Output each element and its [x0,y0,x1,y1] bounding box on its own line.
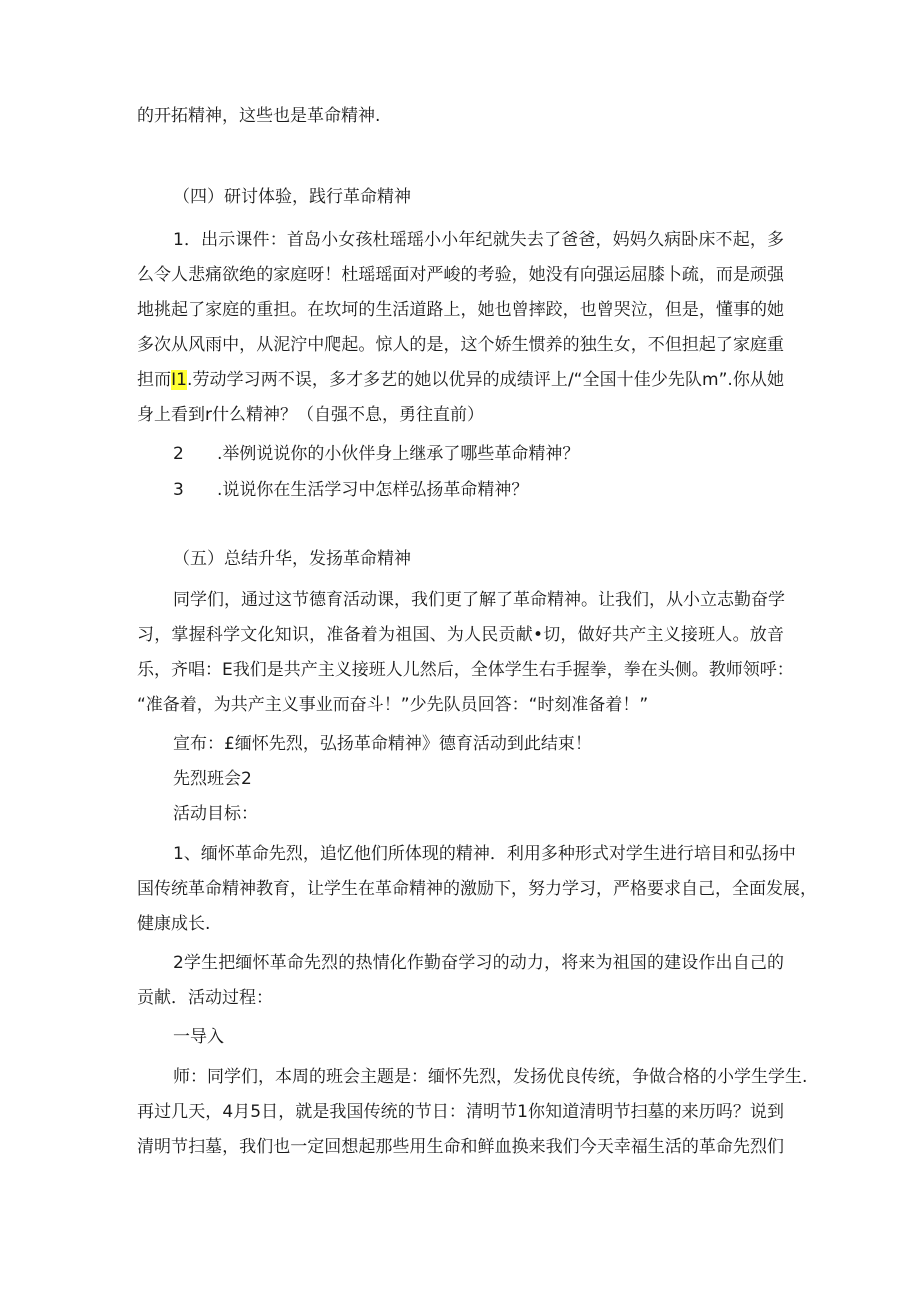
paragraph-line: 么令人悲痛欲绝的家庭呀！杜瑶瑶面对严峻的考验，她没有向强运屈膝卜疏，而是顽强 [137,265,784,285]
paragraph-line: 清明节扫墓，我们也一定回想起那些用生命和鲜血换来我们今天幸福生活的革命先烈们 [137,1137,784,1157]
paragraph-line: 贡献．活动过程： [137,988,273,1008]
paragraph-line: 先烈班会2 [173,769,252,789]
paragraph-line: 健康成长. [137,914,211,934]
paragraph-line: 地挑起了家庭的重担。在坎坷的生活道路上，她也曾摔跤，也曾哭泣，但是，懂事的她 [137,300,784,320]
paragraph-line: 1、缅怀革命先烈，追忆他们所体现的精神．利用多种形式对学生进行培目和弘扬中 [173,844,796,864]
list-text: .举例说说你的小伙伴身上继承了哪些革命精神？ [217,444,580,464]
paragraph-line: 乐，齐唱：E我们是共产主义接班人儿然后，全体学生右手握拳，拳在头侧。教师领呼： [137,660,794,680]
list-number: 2 [173,444,184,464]
highlighted-text: I1 [171,370,187,390]
paragraph-line: 2学生把缅怀革命先烈的热情化作勤奋学习的动力，将来为祖国的建设作出自己的 [173,953,784,973]
list-number: 3 [173,480,184,500]
paragraph-text: 担而 [137,370,172,390]
section-heading: （四）研讨体验，践行革命精神 [173,187,411,207]
paragraph-line: 习，掌握科学文化知识，准备着为祖国、为人民贡献•切，做好共产主义接班人。放音 [137,625,784,645]
paragraph-line: 多次从风雨中，从泥泞中爬起。惊人的是，这个娇生惯养的独生女，不但担起了家庭重 [137,335,784,355]
paragraph-text: .劳动学习两不误，多才多艺的她以优异的成绩评上/“全国十佳少先队m”.你从她 [186,370,784,390]
paragraph-line: 的开拓精神，这些也是革命精神. [137,106,381,126]
list-item [173,443,579,465]
paragraph-line: 1．出示课件：首岛小女孩杜瑶瑶小小年纪就失去了爸爸，妈妈久病卧床不起，多 [173,230,784,250]
paragraph-line: 活动目标： [173,804,258,824]
paragraph-line: 同学们，通过这节德育活动课，我们更了解了革命精神。让我们，从小立志勤奋学 [173,590,785,610]
paragraph-line: “准备着，为共产主义事业而奋斗！”少先队员回答：“时刻准备着！” [137,695,649,715]
paragraph-line: 再过几天，4月5日，就是我国传统的节日：清明节1你知道清明节扫墓的来历吗？说到 [137,1102,784,1122]
list-text: .说说你在生活学习中怎样弘扬革命精神？ [217,480,529,500]
paragraph-line: 国传统革命精神教育，让学生在革命精神的激励下，努力学习，严格要求自己，全面发展， [137,879,817,899]
section-heading: （五）总结升华，发扬革命精神 [173,549,411,569]
paragraph-line: 一导入 [173,1027,224,1047]
list-item [173,479,528,501]
paragraph-line: 身上看到r什么精神？（自强不息，勇往直前） [137,405,484,425]
paragraph-line: 宣布：£缅怀先烈，弘扬革命精神》德育活动到此结束！ [173,734,592,754]
paragraph-line: 师：同学们，本周的班会主题是：缅怀先烈，发扬优良传统，争做合格的小学生学生. [173,1067,808,1087]
paragraph-line [137,369,784,391]
